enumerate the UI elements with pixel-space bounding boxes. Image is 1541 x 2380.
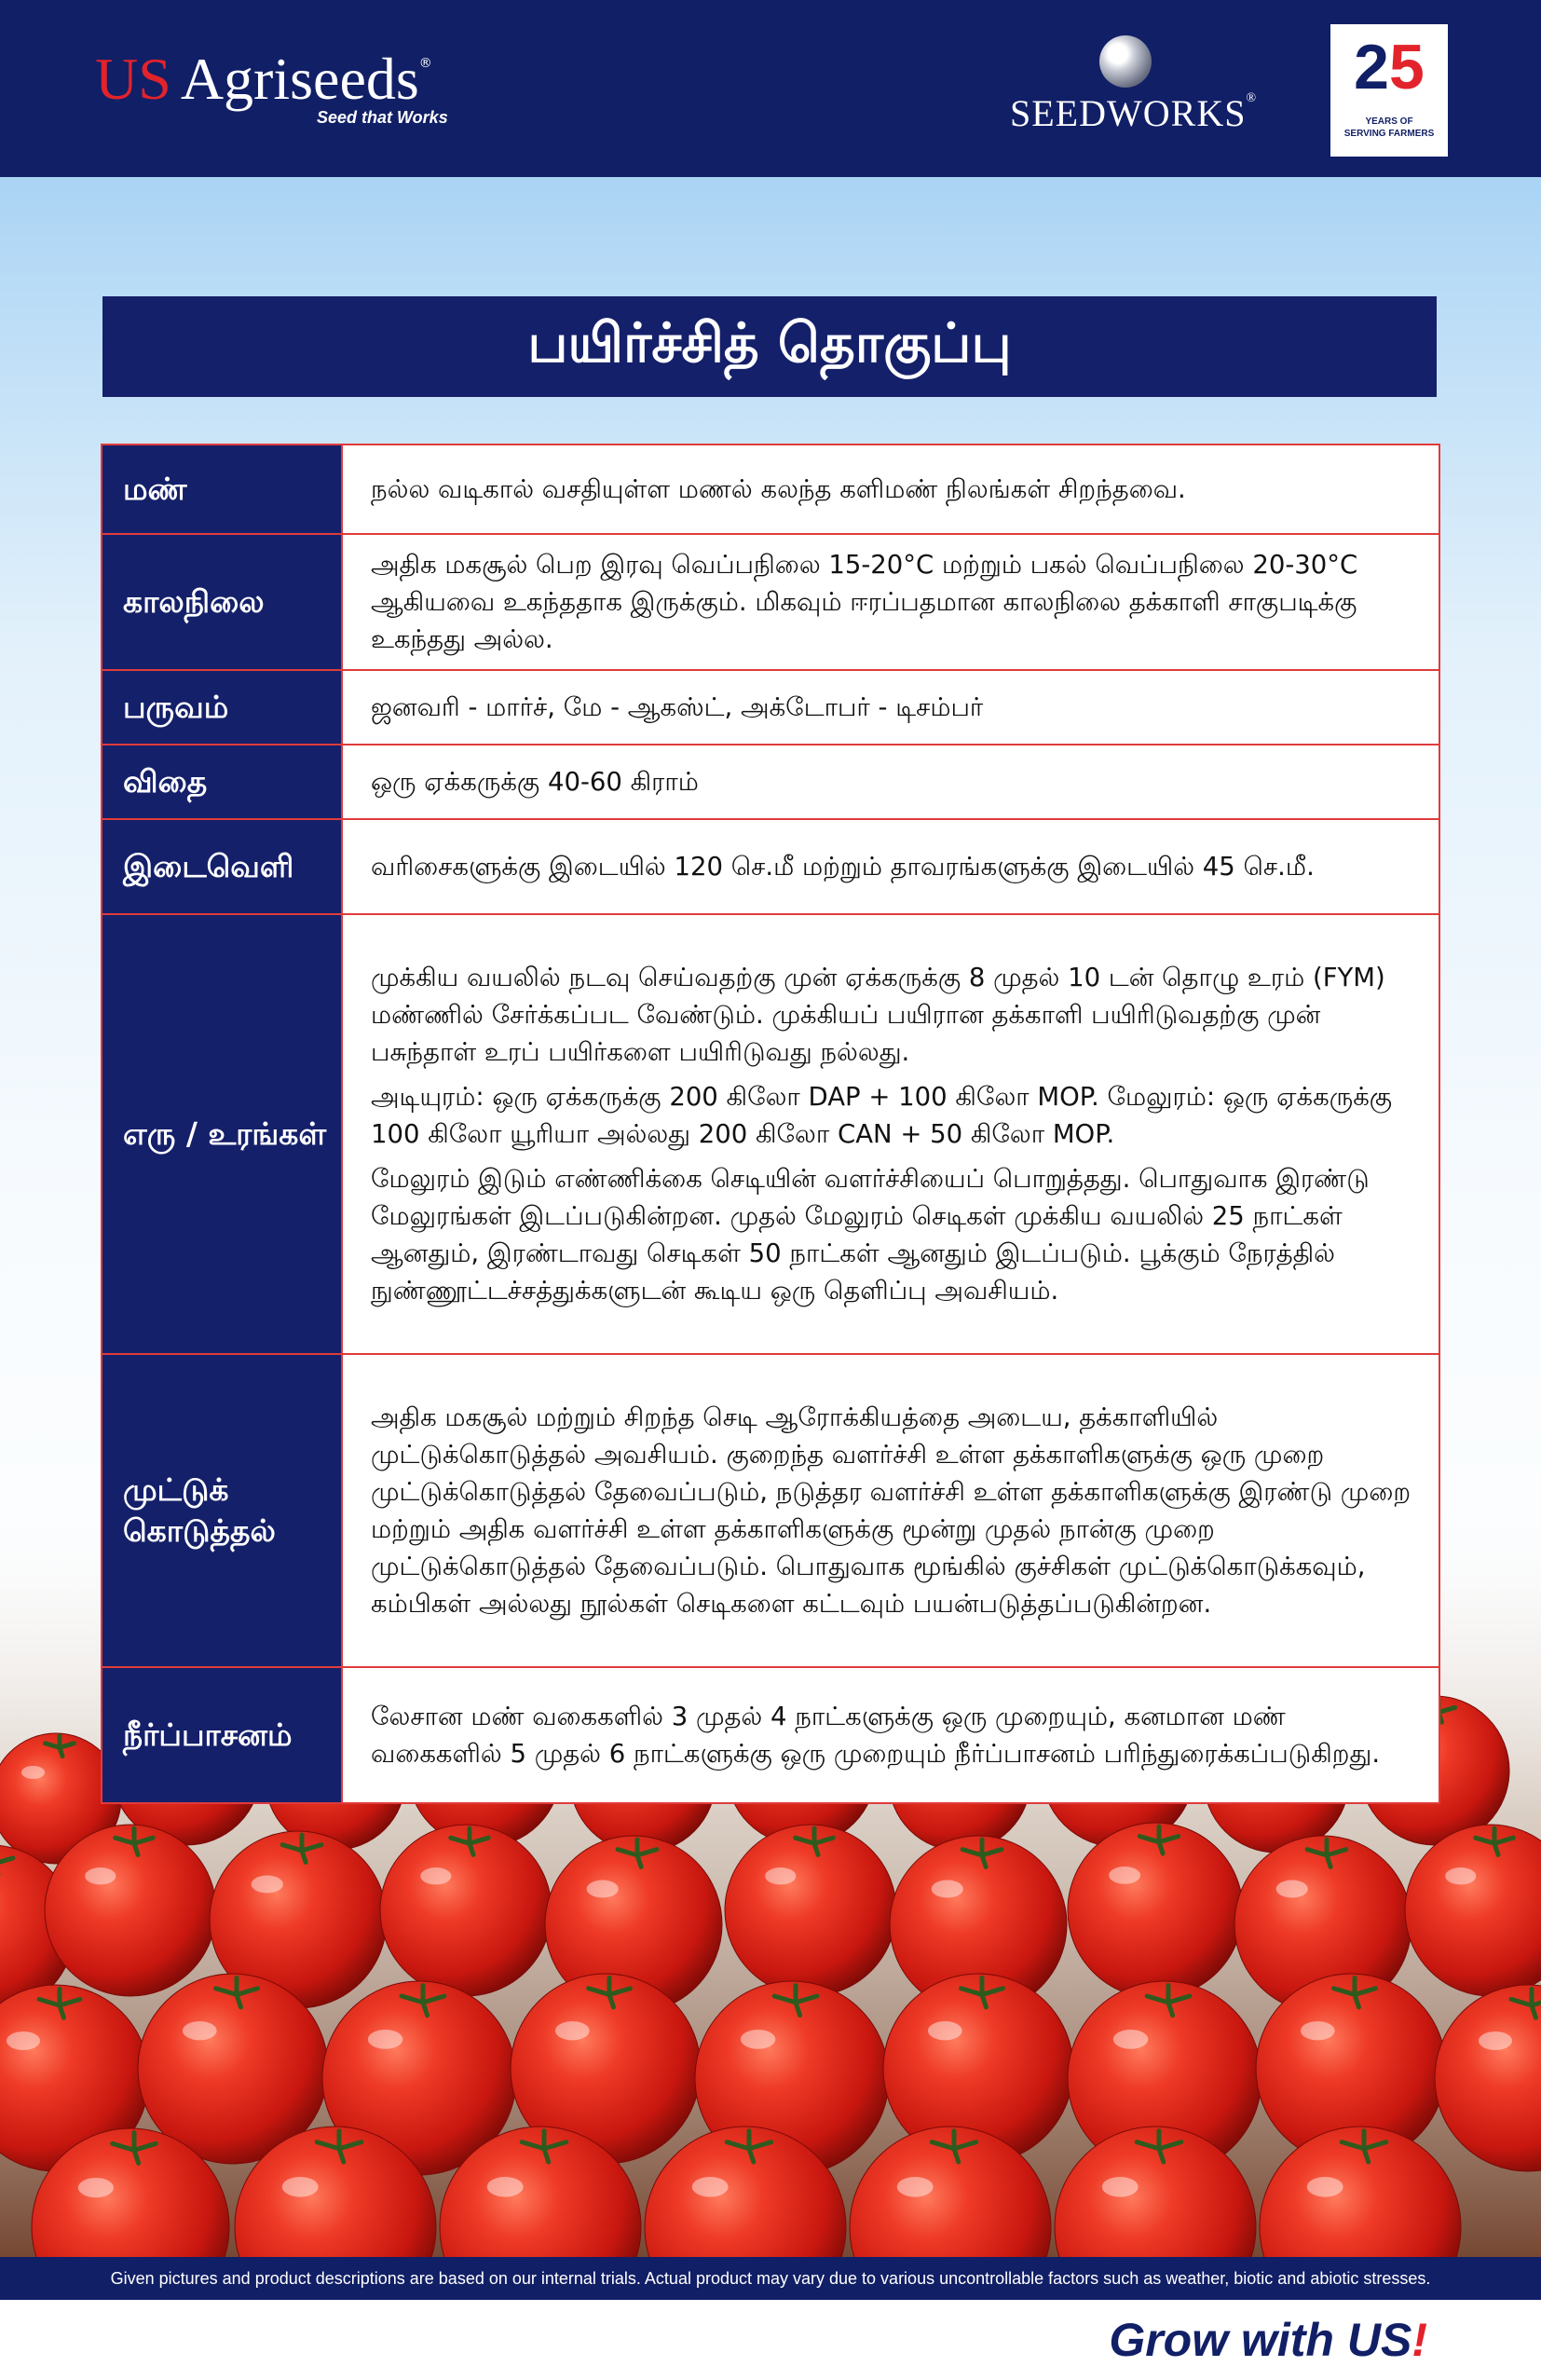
- tomato-highlight: [1307, 2177, 1343, 2197]
- tomato-highlight: [78, 2178, 114, 2197]
- table-row: [101, 444, 1440, 535]
- row-value-paragraph: லேசான மண் வகைகளில் 3 முதல் 4 நாட்களுக்கு ஒரு முறையும், கனமான மண் வகைகளில் 5 முதல் 6 நாட்களுக்கு ஒரு முறையும் நீர்ப்பாசனம் பரிந்துரைக்கப்படுகிறது.: [371, 1702, 1381, 1769]
- header-bar: [0, 0, 1541, 177]
- tomato-highlight: [420, 1867, 451, 1884]
- row-value-paragraph: ஜனவரி - மார்ச், மே - ஆகஸ்ட், அக்டோபர் - டிசம்பர்: [371, 692, 984, 722]
- row-label: [102, 1668, 341, 1802]
- table-row: [101, 1666, 1440, 1804]
- row-value: [341, 1668, 1439, 1802]
- us-agriseeds-logo: [95, 45, 448, 127]
- tomato: [380, 1825, 552, 1996]
- row-label-text: காலநிலை: [123, 583, 265, 620]
- row-label: [102, 445, 341, 533]
- table-row: [101, 818, 1440, 915]
- tomato-highlight: [1479, 2031, 1512, 2050]
- slogan-prefix: Grow with: [1109, 2314, 1347, 2366]
- tomato-highlight: [85, 1867, 116, 1884]
- tomato-highlight: [1301, 2021, 1335, 2040]
- table-row: [101, 1353, 1440, 1668]
- tomato-highlight: [7, 2031, 40, 2050]
- anniversary-number: [1330, 30, 1448, 104]
- row-value: [341, 445, 1439, 533]
- slogan: [1109, 2313, 1427, 2367]
- seedworks-globe-icon: [1099, 35, 1152, 88]
- anniversary-caption: [1330, 116, 1448, 140]
- cultivation-table: [101, 445, 1440, 1804]
- row-label-text: இடைவெளி: [123, 848, 294, 884]
- brand-us: US: [95, 46, 171, 112]
- seedworks-reg: ®: [1246, 91, 1258, 105]
- row-value-paragraph: முக்கிய வயலில் நடவு செய்வதற்கு முன் ஏக்கருக்கு 8 முதல் 10 டன் தொழு உரம் (FYM) மண்ணில் சேர்க்கப்பட வேண்டும். முக்கியப் பயிரான தக்காளி பயிரிடுவதற்கு முன் பசுந்தாள் உரப் பயிர்களை பயிரிடுவது நல்லது.: [371, 963, 1385, 1067]
- row-value: [341, 535, 1439, 669]
- row-label-text: எரு / உரங்கள்: [123, 1115, 327, 1152]
- anniversary-digit-2: 2: [1354, 32, 1389, 103]
- tomato: [1068, 1823, 1243, 1998]
- row-label-text: மண்: [123, 471, 187, 507]
- row-value: [341, 745, 1439, 818]
- row-value-paragraph: வரிசைகளுக்கு இடையில் 120 செ.மீ மற்றும் தாவரங்களுக்கு இடையில் 45 செ.மீ.: [371, 852, 1315, 882]
- brand-reg: ®: [418, 56, 432, 71]
- table-row: [101, 533, 1440, 671]
- tomato-highlight: [932, 1881, 963, 1898]
- tomato-highlight: [741, 2030, 775, 2049]
- table-row: [101, 913, 1440, 1355]
- tomato-highlight: [252, 1876, 283, 1894]
- row-value-paragraph: அடியுரம்: ஒரு ஏக்கருக்கு 200 கிலோ DAP + 100 கிலோ MOP. மேலுரம்: ஒரு ஏக்கருக்கு 100 கிலோ யூரியா அல்லது 200 கிலோ CAN + 50 கிலோ MOP.: [371, 1082, 1393, 1149]
- tomato-highlight: [282, 2177, 319, 2197]
- row-label-text: பருவம்: [123, 689, 229, 725]
- row-value: [341, 820, 1439, 913]
- row-label: [102, 535, 341, 669]
- tomato-highlight: [1276, 1881, 1308, 1898]
- brand-tagline: Seed that Works: [317, 108, 448, 127]
- row-value-paragraph: அதிக மகசூல் மற்றும் சிறந்த செடி ஆரோக்கியத்தை அடைய, தக்காளியில் முட்டுக்கொடுத்தல் அவசியம். குறைந்த வளர்ச்சி உள்ள தக்காளிகளுக்கு ஒரு முறை முட்டுக்கொடுத்தல் தேவைப்படும், நடுத்தர வளர்ச்சி உள்ள தக்காளிகளுக்கு இரண்டு முறை மற்றும் அதிக வளர்ச்சி உள்ள தக்காளிகளுக்கு மூன்று முதல் நான்கு முறை முட்டுக்கொடுத்தல் தேவைப்படும். பொதுவாக மூங்கில் குச்சிகள் முட்டுக்கொடுக்கவும், கம்பிகள் அல்லது நூல்கள் செடிகளை கட்டவும் பயன்படுத்தப்படுகின்றன.: [371, 1402, 1411, 1619]
- row-label: [102, 1355, 341, 1666]
- brand-name: Agriseeds: [180, 46, 419, 112]
- disclaimer-bar: [0, 2257, 1541, 2300]
- tomato-highlight: [487, 2177, 524, 2197]
- anniversary-line1: YEARS OF: [1365, 116, 1413, 127]
- row-label-text: முட்டுக் கொடுத்தல்: [123, 1471, 276, 1549]
- anniversary-digit-5: 5: [1389, 32, 1425, 103]
- row-label: [102, 820, 341, 913]
- slogan-brand: US: [1346, 2314, 1412, 2366]
- seedworks-logo: [1010, 91, 1257, 135]
- row-label-text: விதை: [123, 763, 208, 800]
- tomato: [45, 1825, 216, 1996]
- row-value: [341, 1355, 1439, 1666]
- row-value-paragraph: மேலுரம் இடும் எண்ணிக்கை செடியின் வளர்ச்சியைப் பொறுத்தது. பொதுவாக இரண்டு மேலுரங்கள் இடப்படுகின்றன. முதல் மேலுரம் செடிகள் முக்கிய வயலில் 25 நாட்கள் ஆனதும், இரண்டாவது செடிகள் 50 நாட்கள் ஆனதும் இடப்படும். பூக்கும் நேரத்தில் நுண்ணூட்டச்சத்துக்களுடன் கூடிய ஒரு தெளிப்பு அவசியம்.: [371, 1164, 1370, 1306]
- row-label: [102, 915, 341, 1353]
- tomato-highlight: [587, 1881, 619, 1898]
- row-value-paragraph: அதிக மகசூல் பெற இரவு வெப்பநிலை 15-20°C மற்றும் பகல் வெப்பநிலை 20-30°C ஆகியவை உகந்ததாக இருக்கும். மிகவும் ஈரப்பதமான காலநிலை தக்காளி சாகுபடிக்கு உகந்தது அல்ல.: [371, 550, 1358, 654]
- tomato-highlight: [1113, 2030, 1148, 2049]
- tomato-highlight: [1102, 2177, 1139, 2197]
- slogan-mark: !: [1411, 2314, 1427, 2366]
- anniversary-line2: SERVING FARMERS: [1343, 129, 1435, 139]
- table-row: [101, 744, 1440, 820]
- row-value: [341, 671, 1439, 744]
- tomato-highlight: [555, 2021, 590, 2040]
- tomato-highlight: [1445, 1867, 1476, 1884]
- tomato-highlight: [897, 2177, 934, 2197]
- row-label: [102, 671, 341, 744]
- tomato-highlight: [692, 2177, 729, 2197]
- anniversary-badge: [1330, 24, 1448, 157]
- tomato-highlight: [183, 2021, 217, 2040]
- row-label: [102, 745, 341, 818]
- tomato-highlight: [1109, 1867, 1140, 1884]
- disclaimer-text: Given pictures and product descriptions are based on our internal trials. Actual product may vary due to various uncontrollable factors such as weather, biotic and abiotic stresses.: [110, 2268, 1431, 2288]
- seedworks-name: SEEDWORKS: [1010, 92, 1247, 134]
- table-row: [101, 669, 1440, 745]
- tomato-highlight: [765, 1867, 796, 1884]
- tomato-highlight: [928, 2021, 962, 2040]
- row-label-text: நீர்ப்பாசனம்: [123, 1717, 293, 1753]
- page-title-bar: [102, 296, 1437, 397]
- row-value-paragraph: நல்ல வடிகால் வசதியுள்ள மணல் கலந்த களிமண் நிலங்கள் சிறந்தவை.: [371, 474, 1186, 504]
- tomato: [725, 1825, 896, 1996]
- tomato-highlight: [368, 2030, 402, 2049]
- tomato-highlight: [21, 1766, 45, 1779]
- row-value-paragraph: ஒரு ஏக்கருக்கு 40-60 கிராம்: [371, 767, 699, 797]
- page-title: பயிர்ச்சித் தொகுப்பு: [527, 311, 1012, 375]
- row-value: [341, 915, 1439, 1353]
